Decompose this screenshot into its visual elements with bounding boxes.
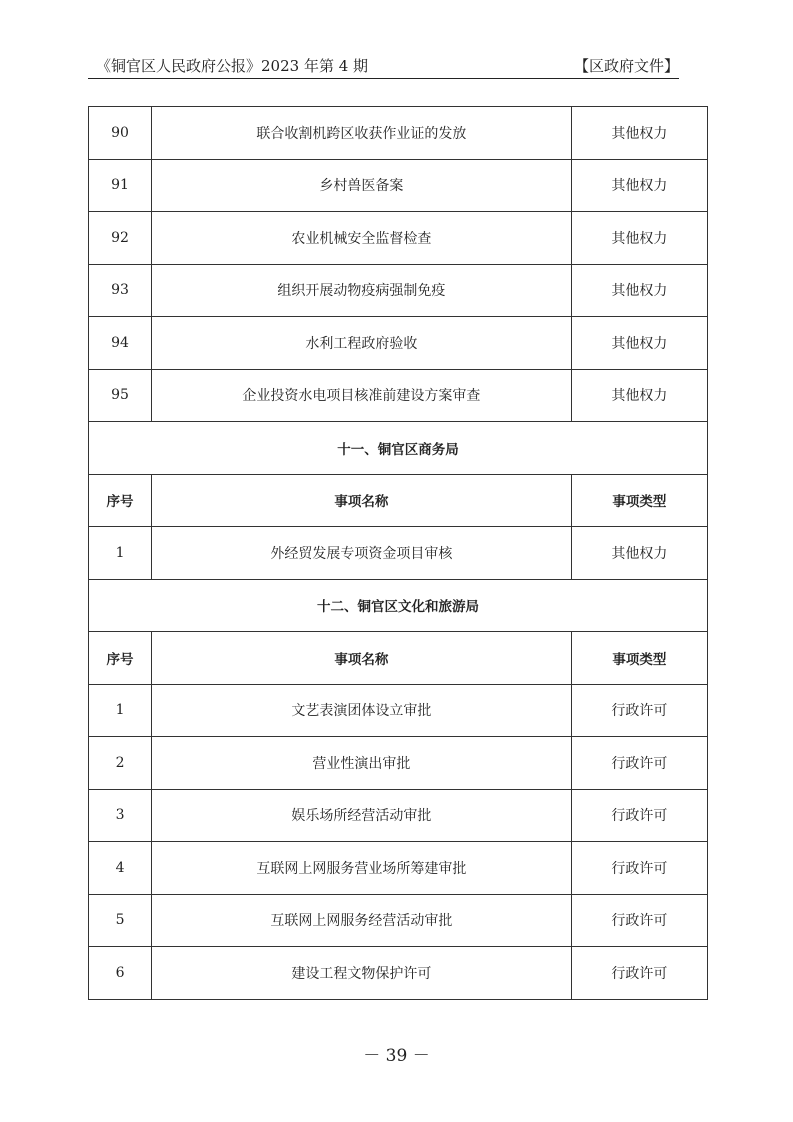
- cell-type: 其他权力: [571, 264, 707, 317]
- page-header: [88, 54, 679, 79]
- table-row: [89, 107, 708, 160]
- table-row: [89, 789, 708, 842]
- cell-type: 其他权力: [571, 212, 707, 265]
- table-row: [89, 317, 708, 370]
- cell-type: 其他权力: [571, 107, 707, 160]
- section-heading: 十一、铜官区商务局: [89, 422, 708, 475]
- cell-type: 其他权力: [571, 369, 707, 422]
- column-header-type: 事项类型: [571, 632, 707, 685]
- table-row: [89, 894, 708, 947]
- cell-type: 其他权力: [571, 527, 707, 580]
- column-header-no: 序号: [89, 632, 152, 685]
- cell-number: 92: [89, 212, 152, 265]
- cell-name: 水利工程政府验收: [152, 317, 572, 370]
- section-heading: 十二、铜官区文化和旅游局: [89, 579, 708, 632]
- table-row: [89, 264, 708, 317]
- table-row: [89, 737, 708, 790]
- cell-number: 2: [89, 737, 152, 790]
- cell-number: 1: [89, 684, 152, 737]
- cell-number: 3: [89, 789, 152, 842]
- section-heading-row: [89, 579, 708, 632]
- table-row: [89, 212, 708, 265]
- column-header-name: 事项名称: [152, 474, 572, 527]
- page-number: － 39 －: [363, 1046, 430, 1066]
- table-row: [89, 527, 708, 580]
- cell-name: 建设工程文物保护许可: [152, 947, 572, 1000]
- cell-number: 94: [89, 317, 152, 370]
- cell-name: 互联网上网服务经营活动审批: [152, 894, 572, 947]
- cell-name: 乡村兽医备案: [152, 159, 572, 212]
- cell-number: 6: [89, 947, 152, 1000]
- column-header-no: 序号: [89, 474, 152, 527]
- cell-number: 4: [89, 842, 152, 895]
- cell-type: 行政许可: [571, 947, 707, 1000]
- cell-name: 农业机械安全监督检查: [152, 212, 572, 265]
- table-row: [89, 842, 708, 895]
- cell-number: 93: [89, 264, 152, 317]
- table-row: [89, 369, 708, 422]
- column-header-name: 事项名称: [152, 632, 572, 685]
- matters-table: [88, 106, 708, 1000]
- cell-number: 91: [89, 159, 152, 212]
- cell-name: 组织开展动物疫病强制免疫: [152, 264, 572, 317]
- cell-name: 营业性演出审批: [152, 737, 572, 790]
- cell-type: 行政许可: [571, 737, 707, 790]
- cell-number: 90: [89, 107, 152, 160]
- table-row: [89, 159, 708, 212]
- table-row: [89, 684, 708, 737]
- cell-name: 外经贸发展专项资金项目审核: [152, 527, 572, 580]
- section-heading-row: [89, 422, 708, 475]
- cell-type: 行政许可: [571, 789, 707, 842]
- cell-number: 1: [89, 527, 152, 580]
- column-header-row: [89, 632, 708, 685]
- cell-number: 95: [89, 369, 152, 422]
- column-header-type: 事项类型: [571, 474, 707, 527]
- cell-type: 其他权力: [571, 317, 707, 370]
- cell-name: 联合收割机跨区收获作业证的发放: [152, 107, 572, 160]
- cell-name: 互联网上网服务营业场所筹建审批: [152, 842, 572, 895]
- matters-table-body: [89, 107, 708, 1000]
- column-header-row: [89, 474, 708, 527]
- bulletin-title: 《铜官区人民政府公报》2023 年第 4 期: [96, 57, 369, 75]
- cell-type: 其他权力: [571, 159, 707, 212]
- cell-name: 企业投资水电项目核准前建设方案审查: [152, 369, 572, 422]
- cell-number: 5: [89, 894, 152, 947]
- section-tag: 【区政府文件】: [573, 57, 679, 75]
- cell-name: 娱乐场所经营活动审批: [152, 789, 572, 842]
- table-row: [89, 947, 708, 1000]
- cell-type: 行政许可: [571, 684, 707, 737]
- cell-type: 行政许可: [571, 842, 707, 895]
- cell-type: 行政许可: [571, 894, 707, 947]
- cell-name: 文艺表演团体设立审批: [152, 684, 572, 737]
